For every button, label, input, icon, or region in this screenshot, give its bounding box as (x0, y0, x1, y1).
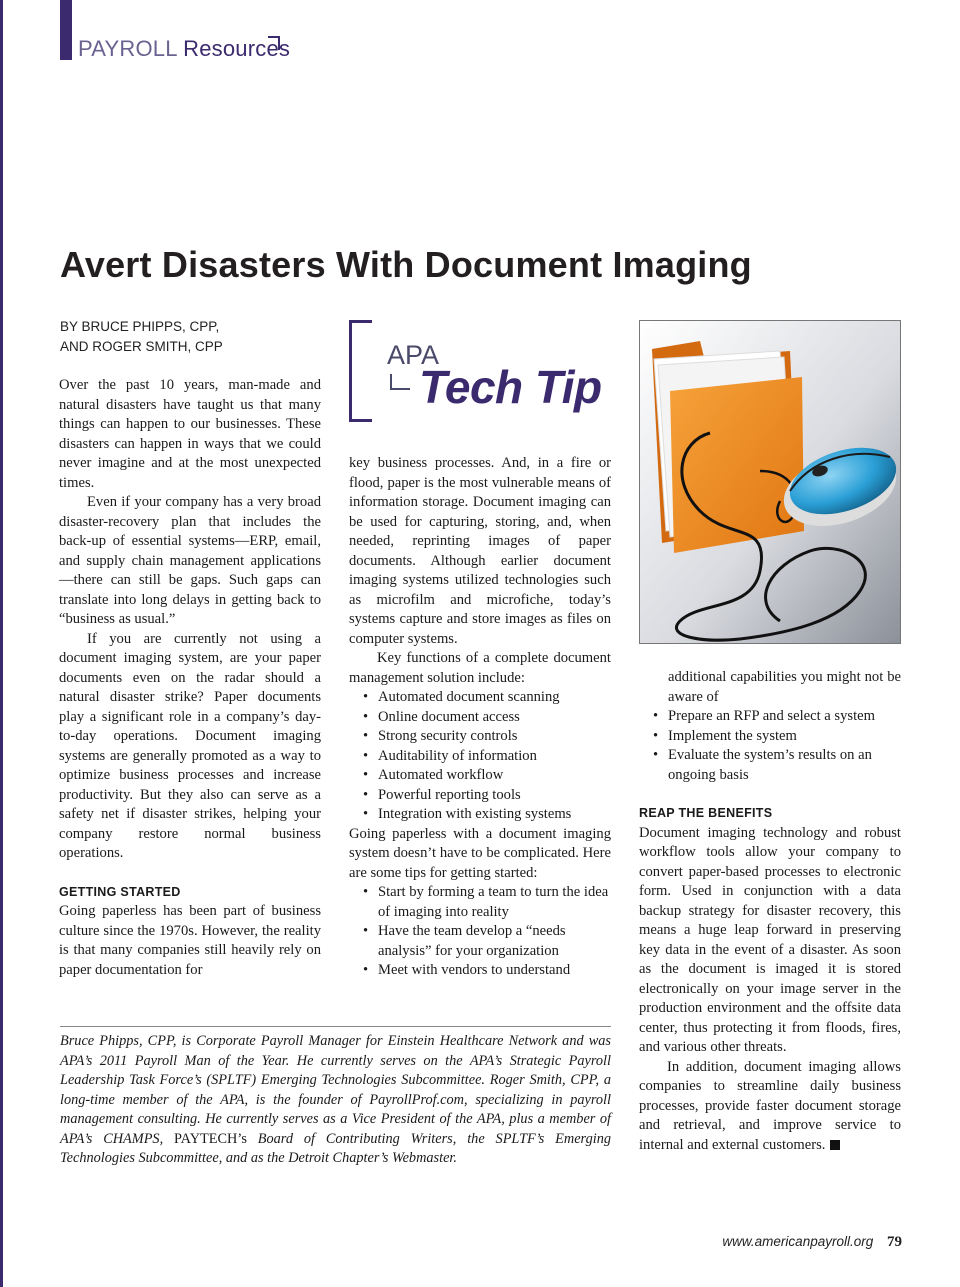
bullet-icon: • (363, 689, 369, 705)
section-header-light: PAYROLL (78, 36, 177, 61)
page-number: 79 (887, 1234, 902, 1250)
functions-list (349, 688, 611, 825)
list-item: • Automated document scanning (349, 688, 611, 708)
paragraph: Key functions of a complete document management solution include: (349, 650, 611, 686)
subheading-getting-started: GETTING STARTED (59, 884, 181, 899)
bullet-icon: • (363, 962, 369, 978)
byline-line-2: AND ROGER SMITH, CPP (60, 339, 223, 354)
list-item: • Start by forming a team to turn the idea of imaging into reality (363, 884, 609, 920)
column-2 (349, 454, 611, 981)
list-item-continued: additional capabilities you might not be aware of (668, 669, 901, 705)
column-3 (639, 668, 901, 1155)
section-header (78, 36, 290, 62)
section-header-bold: Resources (183, 36, 291, 61)
paragraph-last: In addition, document imaging allows companies to streamline daily business processes, provide faster document storage and retrieval, and improve service to internal and external customers. (639, 1058, 901, 1153)
bullet-icon: • (653, 727, 659, 744)
list-item: • Evaluate the system’s results on an ongoing basis (653, 747, 872, 783)
paragraph: Even if your company has a very broad disaster-recovery plan that includes the back-up of essential systems—ERP, email, and supply chain management applications—there can still be gaps. Such gaps can translate into long delays in getting back to “business as usual.” (59, 494, 321, 627)
author-bio: Bruce Phipps, CPP, is Corporate Payroll Manager for Einstein Healthcare Network and was APA’s 2011 Payroll Man of the Year. He currently serves on the APA’s Strategic Payroll Leadership Task Force’s (SPLTF) Emerging Technologies Subcommittee. Roger Smith, CPP, a long-time member of the APA, is the founder of PayrollProf.com, specializing in payroll management consulting. He currently serves as a Vice President of the APA, plus a member of APA’s CHAMPS, PAYTECH’s Board of Contributing Writers, the SPLTF’s Emerging Technologies Subcommittee, and as the Detroit Chapter’s Webmaster. (60, 1033, 612, 1166)
footnote-rule (60, 1026, 611, 1027)
bullet-icon: • (363, 767, 369, 783)
logo-elbow (390, 374, 410, 390)
paragraph: key business processes. And, in a fire or flood, paper is the most vulnerable means of information storage. Document imaging can be used for capturing, storing, and, when needed, reprinting images of paper documents. Although earlier document imaging systems utilized technologies such as microfilm and microfiche, today’s systems capture and store images as files on computer systems. (349, 455, 611, 647)
bullet-icon: • (363, 884, 369, 900)
logo-tech-tip-text: Tech Tip (419, 361, 602, 413)
bullet-icon: • (363, 786, 369, 803)
bullet-icon: • (363, 747, 369, 764)
column-1 (59, 376, 321, 980)
article-title: Avert Disasters With Document Imaging (60, 244, 752, 285)
list-item: • Auditability of information (349, 747, 611, 767)
list-item: • Prepare an RFP and select a system (639, 707, 901, 727)
subheading-reap-the-benefits: REAP THE BENEFITS (639, 806, 773, 820)
end-mark-icon (830, 1140, 840, 1150)
paragraph: Over the past 10 years, man-made and natural disasters have taught us that many things can happen to our businesses. These disasters can happen in ways that we could never imagine and at the most unexpected times. (59, 377, 321, 491)
list-item: • Strong security controls (349, 727, 611, 747)
byline-line-1: BY BRUCE PHIPPS, CPP, (60, 319, 220, 334)
list-item: • Have the team develop a “needs analysis” for your organization (363, 923, 566, 959)
list-item: • Integration with existing systems (349, 805, 611, 825)
folder-front (670, 377, 804, 553)
list-item: • Implement the system (639, 727, 901, 747)
footer-url[interactable]: www.americanpayroll.org (722, 1234, 874, 1249)
bullet-icon: • (653, 747, 659, 763)
list-item: • Automated workflow (349, 766, 611, 786)
bullet-icon: • (363, 728, 369, 744)
folder-mouse-photo (639, 320, 901, 644)
header-tab (60, 0, 72, 60)
bullet-icon: • (363, 708, 369, 725)
page-edge-bar (0, 0, 3, 1287)
logo-apa-text: APA (387, 340, 440, 370)
list-item: • Meet with vendors to understand (349, 961, 611, 981)
bullet-icon: • (653, 708, 659, 724)
logo-bracket (349, 320, 372, 422)
paragraph: Going paperless has been part of business culture since the 1970s. However, the reality is that many companies still heavily rely on paper documentation for (59, 903, 321, 978)
paragraph: Document imaging technology and robust workflow tools allow your company to convert paper-based processes to electronic form. Used in conjunction with a data backup strategy for disaster recovery, this means a huge leap forward in preserving key data in the event of a disaster. As soon as the document is imaged it is stored electronically on your image server in the production environment and the offsite data center, thus protecting it from floods, fires, and various other threats. (639, 824, 901, 1055)
bullet-icon: • (363, 923, 369, 939)
apa-tech-tip-logo (349, 320, 619, 420)
header-bracket-icon (268, 36, 280, 50)
bullet-icon: • (363, 806, 369, 822)
tips-list (349, 883, 611, 981)
paragraph: Going paperless with a document imaging system doesn’t have to be complicated. Here are some tips for getting started: (349, 825, 611, 881)
paragraph: If you are currently not using a document imaging system, are your paper documents even on the radar should a natural disaster strike? Paper documents play a significant role in a company’s day-to-day operations. Document imaging systems are generally promoted as a way to optimize business processes and increase productivity. But they also can serve as a safety net if disaster strikes, helping your company restore normal business operations. (59, 630, 321, 861)
tips-list-continued (639, 707, 901, 785)
list-item: • Online document access (349, 708, 611, 728)
page-footer (722, 1234, 902, 1251)
list-item: • Powerful reporting tools (349, 786, 611, 806)
paytech-name: PAYTECH’s (174, 1130, 247, 1147)
byline (60, 317, 223, 357)
